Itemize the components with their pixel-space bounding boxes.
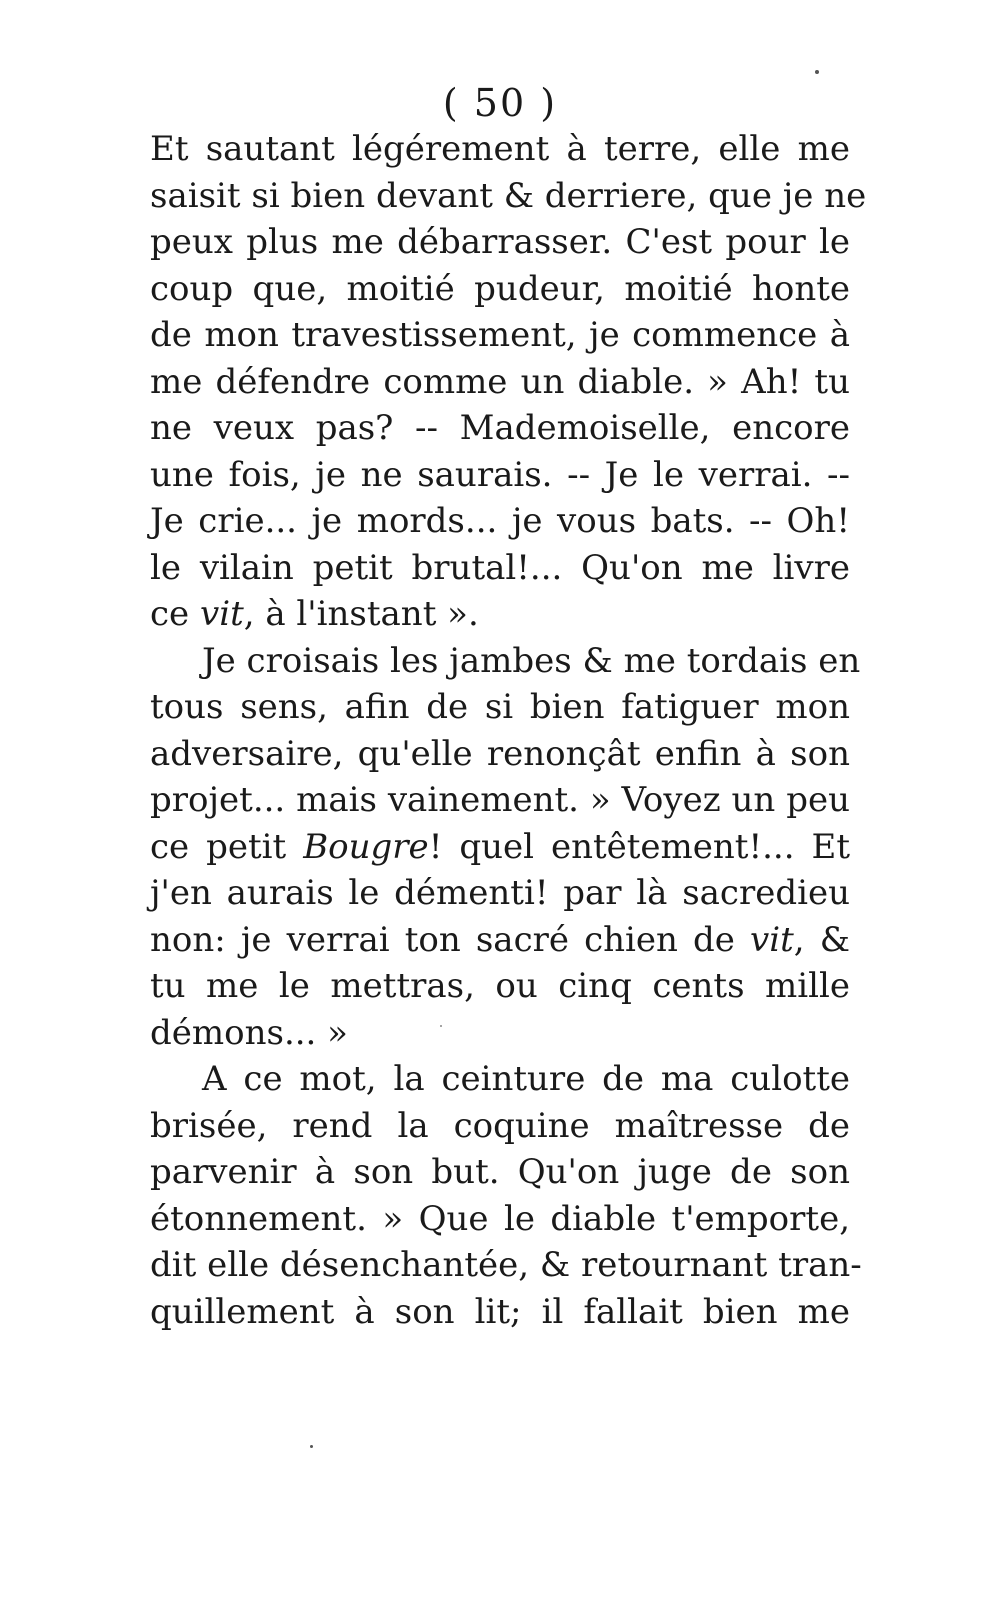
text-line: j'en aurais le démenti! par là sacredieu (150, 873, 850, 913)
text-line: projet... mais vainement. » Voyez un peu (150, 780, 850, 820)
text-line: peux plus me débarrasser. C'est pour le (150, 222, 850, 262)
ink-speck (815, 70, 819, 74)
text-line: une fois, je ne saurais. -- Je le verrai. -- (150, 454, 850, 495)
text-line: ce vit, à l'instant ». (150, 594, 479, 634)
text-line: ne veux pas? -- Mademoiselle, encore (150, 408, 850, 448)
text-line: saisit si bien devant & derriere, que je ne (150, 175, 867, 216)
text-line: étonnement. » Que le diable t'emporte, (150, 1198, 850, 1239)
page-number: ( 50 ) (442, 81, 558, 125)
page-text (150, 126, 867, 1335)
text-line: parvenir à son but. Qu'on juge de son (150, 1152, 850, 1192)
italic-word: vit (750, 919, 794, 960)
italic-word: Bougre (303, 826, 429, 867)
text-line: quillement à son lit; il fallait bien me (150, 1291, 850, 1332)
text-line: adversaire, qu'elle renonçât enfin à son (150, 733, 850, 774)
text-line: brisée, rend la coquine maîtresse de (150, 1105, 850, 1146)
text-line: non: je verrai ton sacré chien de vit, & (150, 919, 850, 960)
text-line: de mon travestissement, je commence à (150, 315, 850, 355)
ink-speck (440, 1025, 442, 1027)
text-line: le vilain petit brutal!... Qu'on me livre (150, 547, 850, 588)
text-line: tu me le mettras, ou cinq cents mille (150, 966, 850, 1006)
text-line: tous sens, afin de si bien fatiguer mon (150, 687, 850, 727)
ink-speck (310, 1445, 313, 1448)
italic-word: vit (199, 594, 244, 634)
text-line: dit elle désenchantée, & retournant tran- (150, 1245, 862, 1285)
text-line: Et sautant légérement à terre, elle me (150, 129, 850, 169)
text-line: démons... » (150, 1012, 348, 1053)
text-line: me défendre comme un diable. » Ah! tu (150, 361, 850, 402)
paragraph-start-line: Je croisais les jambes & me tordais en (202, 640, 861, 681)
text-line: ce petit Bougre! quel entêtement!... Et (150, 826, 850, 867)
paragraph-start-line: A ce mot, la ceinture de ma culotte (202, 1059, 850, 1099)
text-line: coup que, moitié pudeur, moitié honte (150, 268, 850, 309)
text-line: Je crie... je mords... je vous bats. -- Oh! (150, 501, 850, 541)
